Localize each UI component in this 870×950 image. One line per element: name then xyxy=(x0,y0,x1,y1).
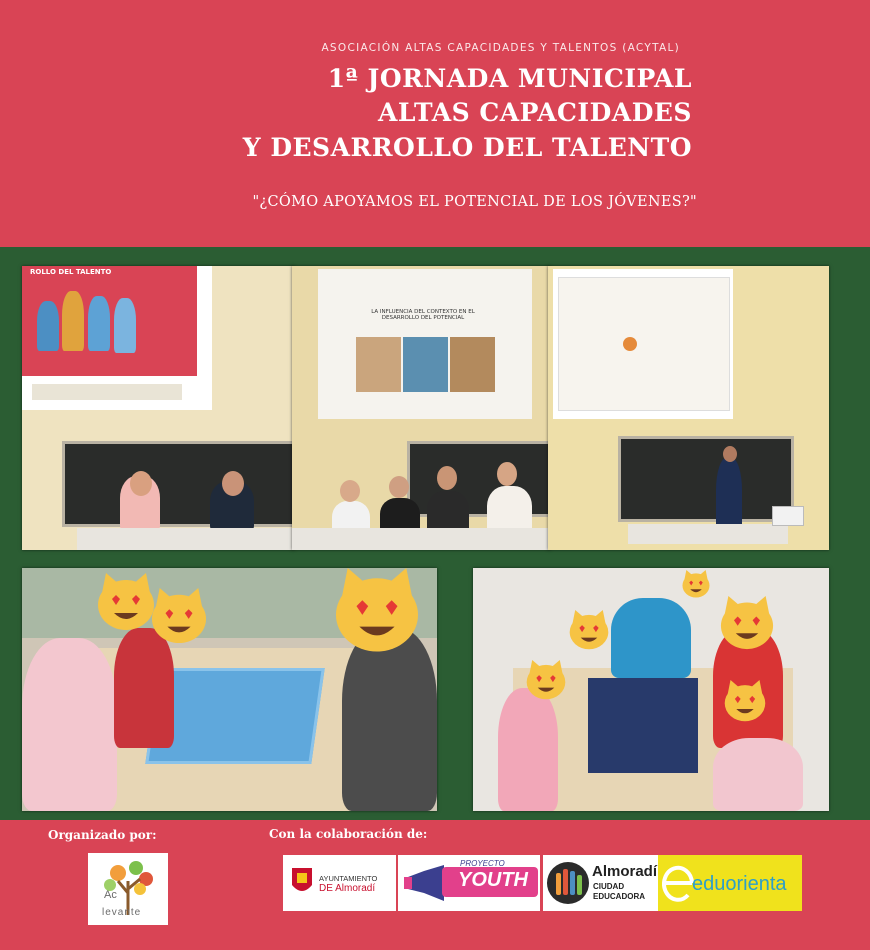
photo-panel-young xyxy=(292,266,550,550)
educorienta-text xyxy=(692,873,787,896)
collaboration-label: Con la colaboración de: xyxy=(269,827,428,841)
photo-speaker xyxy=(548,266,829,550)
projector-screen xyxy=(22,266,212,410)
acytal-levante-text: levante xyxy=(102,907,142,918)
emoji-face-1 xyxy=(96,573,156,631)
event-subtitle: "¿CÓMO APOYAMOS EL POTENCIAL DE LOS JÓVENES?" xyxy=(252,194,697,210)
title-line-1: 1ª JORNADA MUNICIPAL xyxy=(327,64,692,93)
youth-top-text: PROYECTO xyxy=(460,859,505,868)
educorienta-logo xyxy=(658,855,802,911)
ayto-line-2: DE Almoradí xyxy=(319,883,376,894)
proyecto-youth-logo xyxy=(398,855,540,911)
emoji-face-7 xyxy=(723,680,767,722)
educorienta-edu: edu xyxy=(692,873,726,895)
panel-table xyxy=(77,528,294,550)
almoradi-sub-1: CIUDAD xyxy=(593,882,625,891)
footer-banner xyxy=(0,820,870,950)
emoji-face-5 xyxy=(525,660,567,700)
slide-title-2: LA INFLUENCIA DEL CONTEXTO EN EL DESARROLLO DEL POTENCIAL xyxy=(371,309,475,321)
emoji-face-2 xyxy=(150,588,208,644)
coat-of-arms-icon xyxy=(291,867,313,897)
header-banner xyxy=(0,0,870,247)
title-line-2: ALTAS CAPACIDADES xyxy=(378,98,692,127)
projector-screen-3 xyxy=(553,269,733,419)
photo-band xyxy=(0,247,870,820)
almoradi-sub-2: EDUCADORA xyxy=(593,892,645,901)
youth-main-text: YOUTH xyxy=(458,869,528,891)
organized-by-label: Organizado por: xyxy=(48,828,157,842)
photo-panel-women xyxy=(22,266,294,550)
educorienta-orienta: orienta xyxy=(725,873,787,895)
photo-kids-game-2 xyxy=(473,568,829,811)
emoji-face-8 xyxy=(681,570,711,598)
panel-table-3 xyxy=(628,524,788,544)
almoradi-ciudad-educadora-logo xyxy=(543,855,658,911)
hands-icon xyxy=(546,859,590,907)
almoradi-main-text: Almoradí xyxy=(592,863,658,880)
photo-kids-game-1 xyxy=(22,568,437,811)
slide-logo-icon xyxy=(623,337,637,351)
blackboard-3 xyxy=(618,436,794,522)
ayto-line-1: AYUNTAMIENTO xyxy=(319,874,378,883)
emoji-face-4 xyxy=(568,610,610,650)
association-name: ASOCIACIÓN ALTAS CAPACIDADES Y TALENTOS (ACYTAL) xyxy=(321,42,680,54)
game-board-2 xyxy=(588,678,698,773)
e-letter-icon xyxy=(662,861,696,905)
blackboard xyxy=(62,441,294,527)
acytal-logo xyxy=(88,853,168,925)
panel-table-2 xyxy=(292,528,550,550)
acytal-mark: Ac xyxy=(104,889,117,901)
emoji-face-3 xyxy=(332,568,422,653)
ayuntamiento-logo xyxy=(283,855,396,911)
emoji-face-6 xyxy=(719,596,775,650)
projector-screen-2 xyxy=(318,269,532,419)
slide-title: ROLLO DEL TALENTO xyxy=(30,268,112,276)
title-line-3: Y DESARROLLO DEL TALENTO xyxy=(242,133,692,162)
